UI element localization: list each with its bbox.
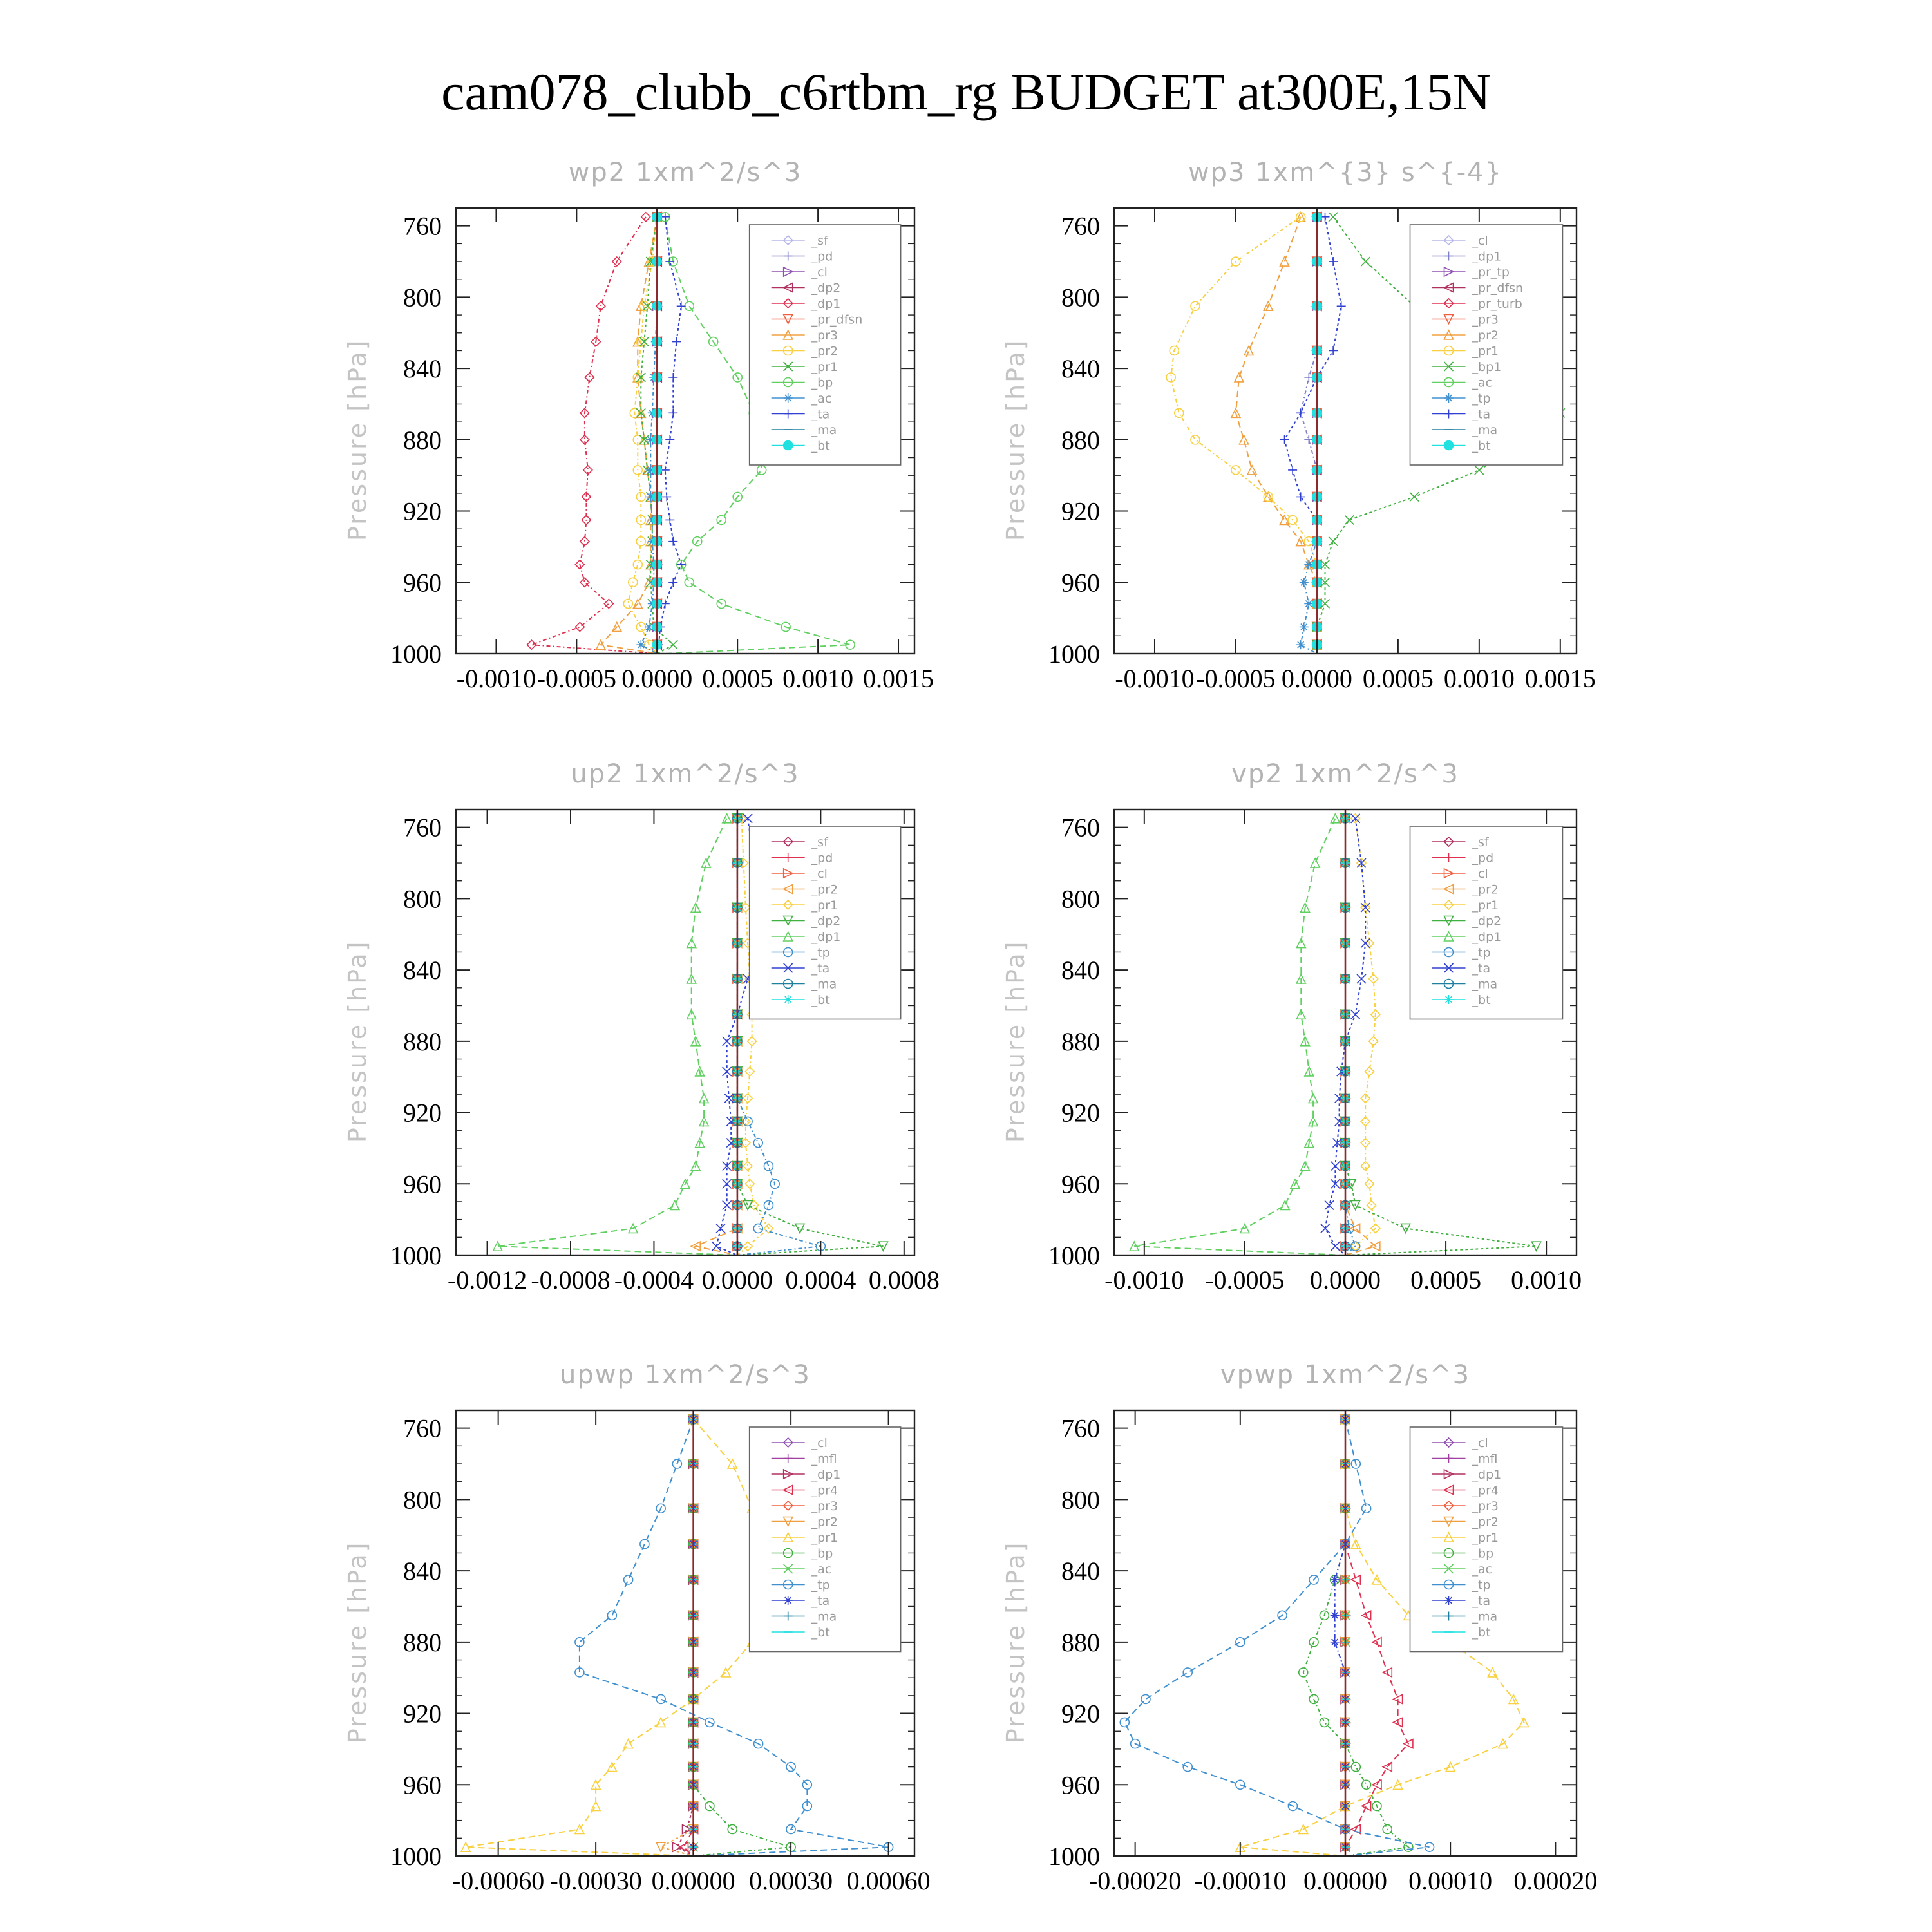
panel-1 <box>343 158 934 693</box>
legend-label: _pr3 <box>811 1499 838 1513</box>
legend-label: _dp1 <box>1472 930 1502 944</box>
y-tick-label: 760 <box>1061 211 1100 241</box>
x-tick-label: 0.0000 <box>701 1265 773 1294</box>
panel-title: upwp 1xm^2/s^3 <box>560 1360 811 1390</box>
legend-label: _dp1 <box>811 930 841 944</box>
data-point <box>1329 537 1338 546</box>
data-point <box>1321 1224 1330 1233</box>
panel-6 <box>1001 1360 1597 1895</box>
series-line-pr4 <box>1345 1419 1408 1856</box>
y-tick-label: 1000 <box>1048 1241 1100 1270</box>
data-point <box>1280 1200 1289 1209</box>
data-point <box>668 640 677 649</box>
legend-label: _bp <box>811 375 833 390</box>
y-tick-label: 840 <box>1061 1557 1100 1586</box>
data-point <box>1331 1242 1340 1251</box>
legend-label: _bt <box>811 439 830 453</box>
y-axis-label: Pressure [hPa] <box>343 1540 372 1744</box>
x-tick-label: 0.0015 <box>863 664 934 693</box>
panel-title: vp2 1xm^2/s^3 <box>1231 759 1459 789</box>
data-point <box>1288 466 1297 475</box>
x-tick-label: 0.0000 <box>1310 1265 1381 1294</box>
y-tick-label: 880 <box>403 425 442 455</box>
legend-label: _cl <box>1472 234 1488 248</box>
data-point <box>656 1694 665 1703</box>
x-tick-label: 0.00000 <box>1303 1866 1387 1895</box>
x-tick-label: -0.0005 <box>1196 664 1276 693</box>
data-point <box>1300 578 1309 587</box>
data-point <box>665 515 674 524</box>
x-tick-label: 0.00000 <box>651 1866 735 1895</box>
legend-label: _dp2 <box>811 914 841 929</box>
y-tick-label: 760 <box>1061 1414 1100 1443</box>
y-tick-label: 960 <box>403 1170 442 1199</box>
data-point <box>668 373 677 382</box>
data-point <box>665 435 674 444</box>
data-point <box>672 337 681 346</box>
x-tick-label: 0.0008 <box>868 1265 940 1294</box>
data-point <box>1351 1763 1360 1772</box>
legend-label: _bp1 <box>1472 360 1502 374</box>
data-point <box>624 1575 633 1584</box>
data-point <box>1351 1010 1360 1019</box>
x-tick-label: -0.0005 <box>536 664 617 693</box>
x-tick-label: -0.0010 <box>456 664 536 693</box>
legend <box>750 1427 901 1652</box>
data-point <box>685 578 694 587</box>
legend-label: _pr1 <box>1472 1531 1499 1545</box>
x-tick-label: -0.0010 <box>1104 1265 1184 1294</box>
y-tick-label: 920 <box>1061 497 1100 526</box>
data-point <box>701 858 710 867</box>
data-point <box>1357 974 1366 983</box>
series-line-dp1 <box>498 819 737 1255</box>
y-tick-label: 840 <box>1061 956 1100 985</box>
y-tick-label: 760 <box>403 813 442 842</box>
legend-label: _bt <box>811 1625 830 1640</box>
data-point <box>1300 622 1309 631</box>
data-point <box>846 640 855 649</box>
legend-label: _pr_turb <box>1472 297 1522 311</box>
data-point <box>1329 213 1338 222</box>
data-point <box>1362 1504 1371 1513</box>
data-point <box>1362 1801 1371 1810</box>
legend-label: _pr_tp <box>1472 265 1510 279</box>
y-tick-label: 880 <box>1061 425 1100 455</box>
y-tick-label: 880 <box>1061 1627 1100 1657</box>
y-tick-label: 800 <box>403 283 442 312</box>
y-tick-label: 920 <box>403 1098 442 1128</box>
x-tick-label: 0.0005 <box>1410 1265 1482 1294</box>
y-tick-label: 1000 <box>390 639 442 668</box>
data-point <box>1410 492 1419 501</box>
x-tick-label: -0.0004 <box>614 1265 694 1294</box>
data-point <box>723 1067 732 1076</box>
y-tick-label: 760 <box>403 1414 442 1443</box>
data-point <box>662 492 671 501</box>
legend-label: _pr1 <box>811 898 838 913</box>
x-tick-label: -0.00030 <box>549 1866 642 1895</box>
x-tick-label: 0.00010 <box>1408 1866 1493 1895</box>
data-point <box>1320 1718 1329 1727</box>
y-tick-label: 920 <box>1061 1098 1100 1128</box>
y-tick-label: 920 <box>1061 1699 1100 1728</box>
y-axis-label: Pressure [hPa] <box>343 338 372 542</box>
series-line-tp <box>1124 1419 1429 1856</box>
data-point <box>624 1739 633 1748</box>
data-point <box>753 1224 762 1233</box>
panel-2 <box>1001 158 1596 693</box>
legend-label: _ma <box>1472 423 1498 437</box>
legend-label: _dp1 <box>1472 1468 1502 1482</box>
y-tick-label: 1000 <box>1048 1842 1100 1871</box>
legend <box>1410 1427 1563 1652</box>
data-point <box>1296 640 1305 649</box>
legend-label: _cl <box>811 265 828 279</box>
legend-label: _pr2 <box>1472 1515 1499 1530</box>
data-point <box>1120 1718 1129 1727</box>
y-tick-label: 800 <box>1061 884 1100 914</box>
data-point <box>636 622 645 631</box>
legend-label: _ma <box>811 423 837 437</box>
data-point <box>1475 466 1484 475</box>
legend <box>750 225 901 465</box>
legend-label: _pr2 <box>811 344 838 359</box>
data-point <box>1329 346 1338 355</box>
data-point <box>1361 257 1370 266</box>
data-point <box>723 1037 732 1046</box>
legend-label: _pd <box>1472 851 1494 866</box>
data-point <box>668 537 677 546</box>
legend-label: _ac <box>1472 1562 1493 1577</box>
data-point <box>743 1242 752 1251</box>
data-point <box>670 1200 679 1209</box>
data-point <box>1244 346 1253 355</box>
legend-marker <box>1444 441 1454 450</box>
legend-label: _pr2 <box>1472 882 1499 897</box>
data-point <box>677 301 686 310</box>
x-tick-label: 0.00020 <box>1513 1866 1598 1895</box>
legend-label: _tp <box>811 1578 830 1593</box>
data-point <box>723 1179 732 1188</box>
legend-label: _bp <box>1472 1546 1494 1561</box>
legend-label: _ac <box>811 392 832 406</box>
data-point <box>1345 515 1354 524</box>
legend-label: _pr1 <box>811 360 838 374</box>
data-point <box>1361 1162 1370 1171</box>
data-point <box>1296 408 1305 417</box>
data-point <box>1280 435 1289 444</box>
legend-label: _bt <box>1472 439 1491 453</box>
data-point <box>1175 408 1184 417</box>
x-tick-label: 0.0005 <box>702 664 773 693</box>
legend-label: _ta <box>1472 961 1491 976</box>
data-point <box>1351 1575 1360 1584</box>
legend-label: _tp <box>1472 1578 1491 1593</box>
panel-4 <box>1001 759 1582 1294</box>
y-axis-label: Pressure [hPa] <box>1001 940 1030 1143</box>
legend-label: _pr2 <box>811 882 838 897</box>
legend-label: _pr1 <box>1472 344 1499 359</box>
y-tick-label: 1000 <box>390 1241 442 1270</box>
data-point <box>656 1718 665 1727</box>
panels <box>343 158 1597 1895</box>
x-tick-label: 0.00030 <box>749 1866 833 1895</box>
legend-label: _tp <box>1472 945 1491 960</box>
data-point <box>1231 466 1240 475</box>
x-tick-label: 0.0010 <box>782 664 854 693</box>
y-tick-label: 840 <box>403 1557 442 1586</box>
legend <box>750 826 901 1019</box>
legend-label: _ta <box>1472 407 1491 422</box>
y-tick-label: 800 <box>1061 283 1100 312</box>
legend-label: _cl <box>811 867 828 881</box>
x-tick-label: 0.0010 <box>1511 1265 1582 1294</box>
data-point <box>1141 1694 1150 1703</box>
legend-label: _pd <box>811 249 833 264</box>
y-tick-label: 880 <box>403 1627 442 1657</box>
x-tick-label: 0.0000 <box>1281 664 1352 693</box>
legend-label: _cl <box>811 1436 828 1450</box>
data-point <box>764 1162 773 1171</box>
data-point <box>753 1139 762 1148</box>
legend-label: _pd <box>811 851 833 866</box>
x-tick-label: -0.00010 <box>1194 1866 1287 1895</box>
legend-label: _pr4 <box>811 1483 838 1498</box>
legend-label: _pr_dfsn <box>1472 281 1524 296</box>
y-tick-label: 960 <box>403 1770 442 1800</box>
legend-label: _mfl <box>1472 1452 1498 1466</box>
x-tick-label: 0.0000 <box>621 664 693 693</box>
y-tick-label: 800 <box>1061 1485 1100 1515</box>
data-point <box>668 408 677 417</box>
x-tick-label: -0.0012 <box>447 1265 527 1294</box>
data-point <box>743 1200 752 1209</box>
x-tick-label: -0.00020 <box>1088 1866 1182 1895</box>
legend-label: _pr3 <box>1472 312 1499 327</box>
data-point <box>1183 1668 1192 1677</box>
legend-label: _dp1 <box>1472 249 1502 264</box>
data-point <box>685 301 694 310</box>
legend-label: _pr2 <box>1472 328 1499 343</box>
panel-title: vpwp 1xm^2/s^3 <box>1220 1360 1471 1390</box>
y-tick-label: 760 <box>403 211 442 241</box>
y-tick-label: 800 <box>403 1485 442 1515</box>
y-tick-label: 840 <box>403 354 442 384</box>
legend-label: _sf <box>811 234 828 248</box>
series-line-pr1 <box>466 1419 772 1856</box>
data-point <box>1325 1200 1334 1209</box>
x-tick-label: -0.00060 <box>451 1866 545 1895</box>
legend-label: _tp <box>1472 392 1491 406</box>
data-point <box>636 640 645 649</box>
data-point <box>1247 466 1256 475</box>
legend-label: _ac <box>1472 375 1493 390</box>
legend-label: _ac <box>811 1562 832 1577</box>
y-axis-label: Pressure [hPa] <box>1001 1540 1030 1744</box>
data-point <box>604 599 613 608</box>
legend-label: _ma <box>811 1609 837 1624</box>
legend-label: _bp <box>811 1546 833 1561</box>
data-point <box>623 599 632 608</box>
panel-title: up2 1xm^2/s^3 <box>571 759 800 789</box>
data-point <box>1337 301 1346 310</box>
series-line-dp1 <box>1134 819 1345 1255</box>
data-point <box>1331 1611 1340 1620</box>
legend-label: _pr3 <box>1472 1499 1499 1513</box>
x-tick-label: -0.0005 <box>1205 1265 1285 1294</box>
legend-label: _ta <box>811 961 830 976</box>
data-point <box>712 1242 721 1251</box>
x-tick-label: -0.0008 <box>531 1265 611 1294</box>
data-point <box>716 1224 725 1233</box>
y-tick-label: 840 <box>403 956 442 985</box>
legend-label: _dp1 <box>811 297 841 311</box>
legend-label: _ta <box>811 407 830 422</box>
data-point <box>743 814 752 823</box>
legend-label: _pr4 <box>1472 1483 1499 1498</box>
panel-5 <box>343 1360 931 1895</box>
data-point <box>1191 435 1200 444</box>
legend-marker <box>784 441 793 450</box>
data-point <box>764 1200 773 1209</box>
data-point <box>1191 301 1200 310</box>
legend-label: _pr1 <box>811 1531 838 1545</box>
y-tick-label: 960 <box>1061 1170 1100 1199</box>
x-tick-label: 0.0015 <box>1524 664 1596 693</box>
data-point <box>1236 1638 1245 1647</box>
panel-title: wp2 1xm^2/s^3 <box>568 158 802 187</box>
legend-label: _sf <box>811 835 828 849</box>
data-point <box>1311 858 1320 867</box>
legend-label: _mfl <box>811 1452 837 1466</box>
legend-marker <box>1444 393 1454 402</box>
x-tick-label: -0.0010 <box>1115 664 1195 693</box>
x-tick-label: 0.0010 <box>1443 664 1515 693</box>
panel-title: wp3 1xm^{3} s^{-4} <box>1188 158 1503 187</box>
y-tick-label: 1000 <box>1048 639 1100 668</box>
data-point <box>1361 939 1370 948</box>
legend-label: _bt <box>811 993 830 1007</box>
y-tick-label: 960 <box>1061 568 1100 598</box>
data-point <box>1331 1638 1340 1647</box>
data-point <box>1331 1162 1340 1171</box>
y-tick-label: 960 <box>1061 1770 1100 1800</box>
y-tick-label: 1000 <box>390 1842 442 1871</box>
legend-label: _ma <box>1472 1609 1498 1624</box>
data-point <box>527 640 536 649</box>
y-tick-label: 840 <box>1061 354 1100 384</box>
y-tick-label: 920 <box>403 1699 442 1728</box>
legend-label: _pr3 <box>811 328 838 343</box>
legend-label: _dp2 <box>1472 914 1502 929</box>
legend-label: _dp1 <box>811 1468 841 1482</box>
legend-label: _ta <box>811 1594 830 1608</box>
legend-label: _dp2 <box>811 281 841 296</box>
data-point <box>656 1842 665 1852</box>
figure-title: cam078_clubb_c6rtbm_rg BUDGET at300E,15N <box>441 62 1491 121</box>
legend-label: _cl <box>1472 1436 1488 1450</box>
data-point <box>723 1200 732 1209</box>
y-tick-label: 760 <box>1061 813 1100 842</box>
y-tick-label: 800 <box>403 884 442 914</box>
y-tick-label: 880 <box>1061 1027 1100 1056</box>
legend-label: _ma <box>1472 977 1498 992</box>
legend-label: _pr1 <box>1472 898 1499 913</box>
data-point <box>795 1224 804 1233</box>
legend-label: _sf <box>1472 835 1489 849</box>
data-point <box>668 578 677 587</box>
y-axis-label: Pressure [hPa] <box>1001 338 1030 542</box>
x-tick-label: 0.00060 <box>846 1866 931 1895</box>
legend-label: _ta <box>1472 1594 1491 1608</box>
x-tick-label: 0.0004 <box>785 1265 857 1294</box>
data-point <box>1166 373 1175 382</box>
legend-label: _cl <box>1472 867 1488 881</box>
x-tick-label: 0.0005 <box>1362 664 1434 693</box>
legend-label: _pr2 <box>811 1515 838 1530</box>
y-axis-label: Pressure [hPa] <box>343 940 372 1143</box>
y-tick-label: 880 <box>403 1027 442 1056</box>
data-point <box>1235 373 1244 382</box>
data-point <box>1296 492 1305 501</box>
legend-label: _bt <box>1472 993 1491 1007</box>
legend-label: _ma <box>811 977 837 992</box>
panel-3 <box>343 759 940 1294</box>
data-point <box>1264 492 1273 501</box>
y-tick-label: 920 <box>403 497 442 526</box>
legend-label: _pr_dfsn <box>811 312 863 327</box>
data-point <box>1329 257 1338 266</box>
data-point <box>1362 1780 1371 1789</box>
series-line-bp <box>1303 1419 1408 1856</box>
legend-marker <box>1444 1596 1454 1605</box>
legend <box>1410 826 1563 1019</box>
data-point <box>1331 1575 1340 1584</box>
data-point <box>1240 435 1249 444</box>
legend-label: _tp <box>811 945 830 960</box>
legend-marker <box>1444 995 1454 1004</box>
legend <box>1410 225 1563 465</box>
legend-label: _bt <box>1472 1625 1491 1640</box>
y-tick-label: 960 <box>403 568 442 598</box>
